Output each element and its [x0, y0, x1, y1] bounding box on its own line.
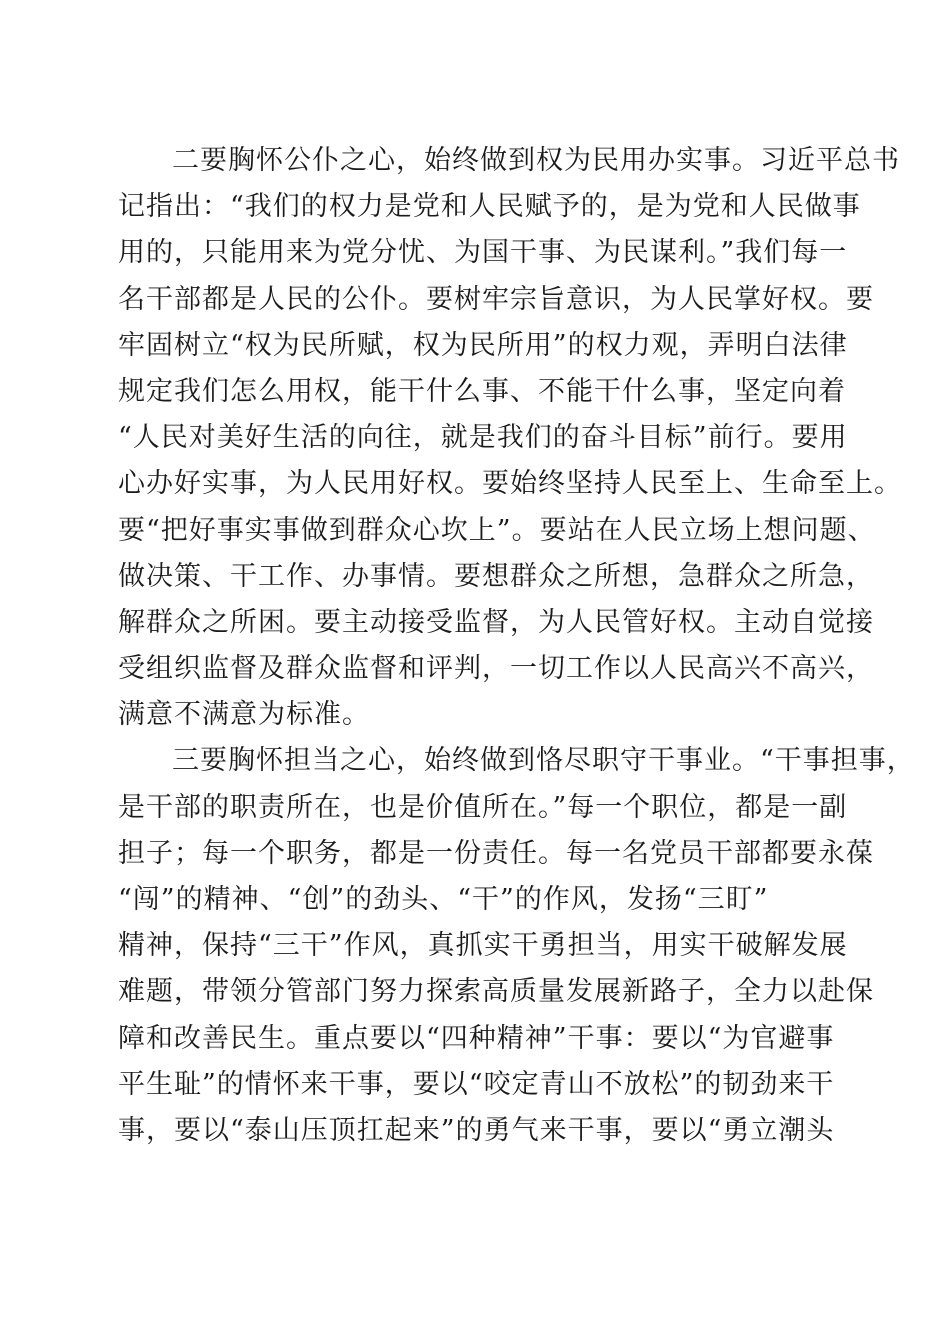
paragraph-line: 解群众之所困。要主动接受监督，为人民管好权。主动自觉接: [118, 606, 874, 638]
paragraph-line: 要“把好事实事做到群众心坎上”。要站在人民立场上想问题、: [118, 514, 876, 546]
paragraph-line: 精神，保持“三干”作风，真抓实干勇担当，用实干破解发展: [118, 930, 848, 962]
paragraph-line: 三要胸怀担当之心，始终做到恪尽职守干事业。“干事担事，: [172, 745, 915, 777]
paragraph-line: 担子；每一个职务，都是一份责任。每一名党员干部都要永葆: [118, 837, 874, 869]
paragraph-line: 做决策、干工作、办事情。要想群众之所想，急群众之所急，: [118, 560, 874, 592]
paragraph-line: 是干部的职责所在，也是价值所在。”每一个职位，都是一副: [118, 791, 848, 823]
paragraph-line: “闯”的精神、“创”的劲头、“干”的作风，发扬“三盯”: [118, 884, 769, 915]
paragraph-line: 障和改善民生。重点要以“四种精神”干事：要以“为官避事: [118, 1022, 835, 1054]
paragraph-line: 事，要以“泰山压顶扛起来”的勇气来干事，要以“勇立潮头: [118, 1114, 835, 1146]
paragraph-line: 规定我们怎么用权，能干什么事、不能干什么事，坚定向着: [118, 375, 846, 407]
paragraph-line: 记指出：“我们的权力是党和人民赋予的，是为党和人民做事: [118, 191, 861, 223]
paragraph-line: 二要胸怀公仆之心，始终做到权为民用办实事。习近平总书: [172, 145, 900, 176]
paragraph-line: 牢固树立“权为民所赋，权为民所用”的权力观，弄明白法律: [118, 329, 848, 361]
paragraph-2: [118, 138, 902, 738]
paragraph-line: 受组织监督及群众监督和评判，一切工作以人民高兴不高兴，: [118, 653, 874, 685]
paragraph-line: 名干部都是人民的公仆。要树牢宗旨意识，为人民掌好权。要: [118, 283, 874, 315]
paragraph-line: “人民对美好生活的向往，就是我们的奋斗目标”前行。要用: [118, 422, 848, 454]
paragraph-line: 平生耻”的情怀来干事，要以“咬定青山不放松”的韧劲来干: [118, 1068, 835, 1100]
paragraph-line: 满意不满意为标准。: [118, 699, 370, 731]
paragraph-line: 心办好实事，为人民用好权。要始终坚持人民至上、生命至上。: [118, 468, 902, 500]
paragraph-line: 用的，只能用来为党分忧、为国干事、为民谋利。”我们每一: [118, 237, 848, 269]
paragraph-3: [118, 738, 915, 1154]
paragraph-line: 难题，带领分管部门努力探索高质量发展新路子，全力以赴保: [118, 976, 874, 1008]
document-body: [118, 138, 915, 1154]
